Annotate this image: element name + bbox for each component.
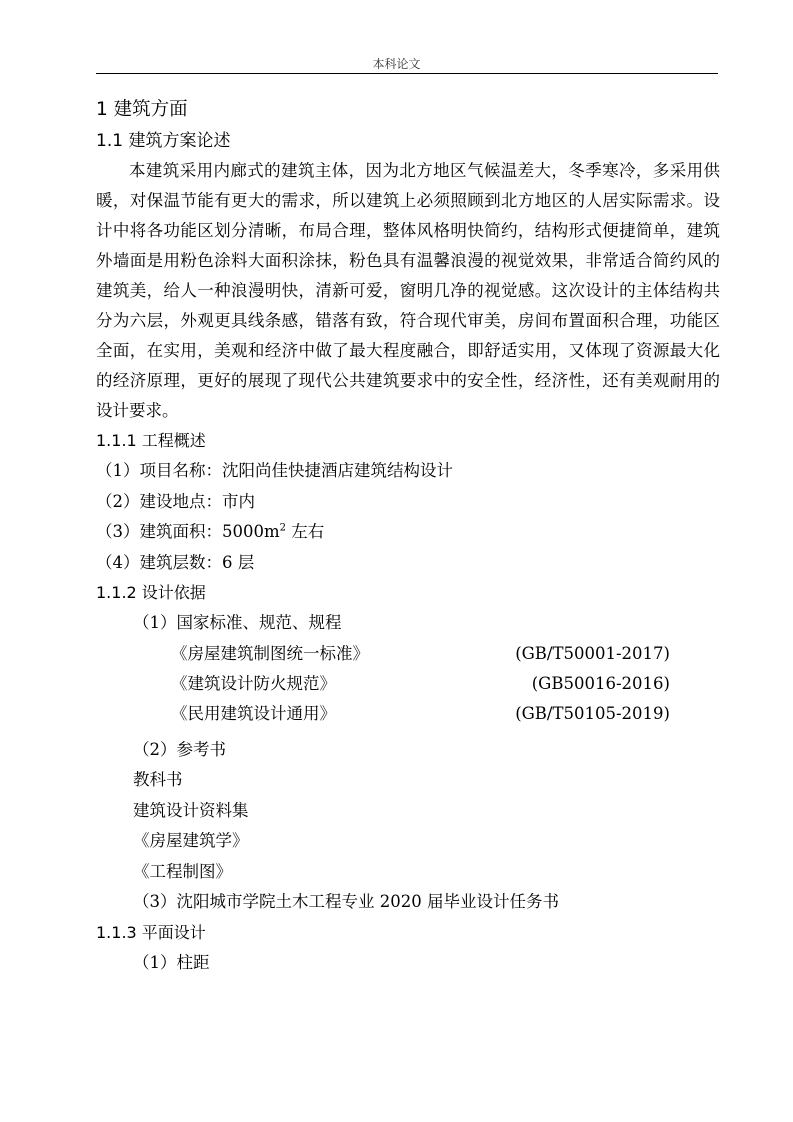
section-heading-1-1-1: 1.1.1 工程概述: [96, 431, 206, 450]
standard-code: (GB/T50105-2019): [515, 703, 670, 723]
area-suffix: 左右: [286, 522, 325, 541]
reference-book-item: 教科书: [133, 770, 183, 789]
national-standards-subheading: （1）国家标准、规范、规程: [133, 613, 342, 632]
standard-code: (GB/T50001-2017): [515, 643, 670, 663]
project-location-item: （2）建设地点：市内: [96, 491, 255, 511]
project-area-item: [96, 517, 720, 548]
header-divider: [96, 73, 718, 74]
standard-name: 《房屋建筑制图统一标准》: [171, 643, 369, 663]
section-heading-1-1-3: 1.1.3 平面设计: [96, 922, 206, 942]
task-book-subheading: （3）沈阳城市学院土木工程专业 2020 届毕业设计任务书: [133, 892, 559, 911]
standard-row: [96, 639, 720, 669]
reference-book-item: 建筑设计资料集: [133, 800, 249, 820]
reference-books-subheading: （2）参考书: [133, 739, 226, 759]
section-heading-1-1-2: 1.1.2 设计依据: [96, 583, 206, 602]
project-name-item: （1）项目名称：沈阳尚佳快捷酒店建筑结构设计: [96, 461, 453, 480]
standard-name: 《建筑设计防火规范》: [171, 673, 336, 693]
reference-book-item: 《房屋建筑学》: [133, 831, 249, 850]
column-spacing-subheading: （1）柱距: [133, 952, 210, 972]
section-heading-1: 1 建筑方面: [96, 99, 188, 120]
document-body: [96, 94, 720, 978]
reference-book-item: 《工程制图》: [133, 861, 232, 881]
standard-name: 《民用建筑设计通用》: [171, 703, 336, 723]
design-description-paragraph: 本建筑采用内廊式的建筑主体，因为北方地区气候温差大，冬季寒冷，多采用供暖，对保温节能有更大的需求，所以建筑上必须照顾到北方地区的人居实际需求。设计中将各功能区划分清晰，布局合理，整体风格明快简约，结构形式便捷简单，建筑外墙面是用粉色涂料大面积涂抹，粉色具有温馨浪漫的视觉效果，非常适合简约风的建筑美，给人一种浪漫明快，清新可爱，窗明几净的视觉感。这次设计的主体结构共分为六层，外观更具线条感，错落有致，符合现代审美，房间布置面积合理，功能区全面，在实用，美观和经济中做了最大程度融合，即舒适实用，又体现了资源最大化的经济原理，更好的展现了现代公共建筑要求中的安全性，经济性，还有美观耐用的设计要求。: [96, 161, 720, 420]
area-superscript: 2: [279, 522, 287, 534]
area-prefix: （3）建筑面积：5000m: [96, 522, 280, 541]
page-header-title: 本科论文: [372, 57, 421, 71]
project-floors-item: （4）建筑层数：6 层: [96, 552, 255, 572]
section-heading-1-1: 1.1 建筑方案论述: [96, 131, 231, 151]
standard-code: (GB50016-2016): [531, 673, 670, 693]
standard-row: [96, 669, 720, 699]
standard-row: [96, 699, 720, 729]
